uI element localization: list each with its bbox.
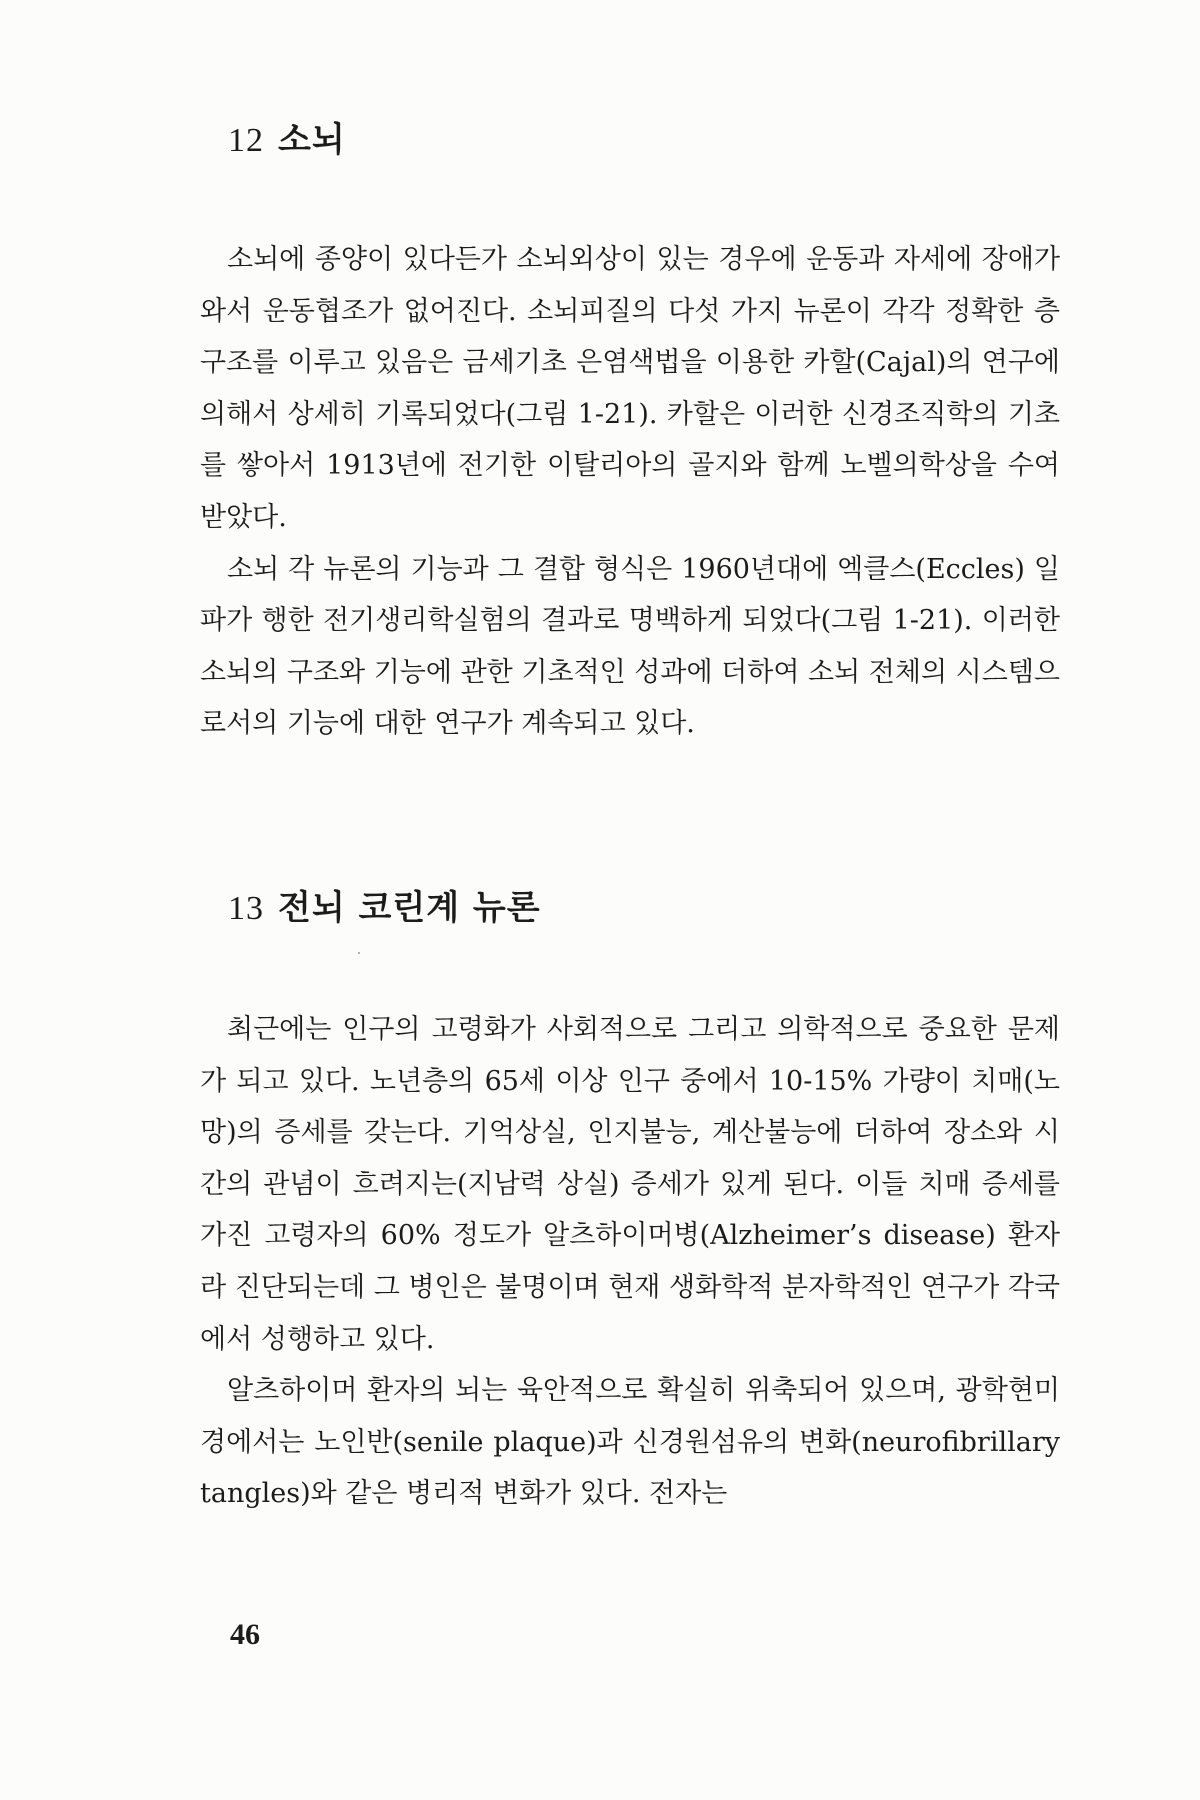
section-12-heading	[228, 112, 346, 161]
section-13-paragraph-2: 알츠하이머 환자의 뇌는 육안적으로 확실히 위축되어 있으며, 광학현미경에서는 노인반(senile plaque)과 신경원섬유의 변화(neurofibrillary tangles)와 같은 병리적 변화가 있다. 전자는	[200, 1375, 1060, 1510]
print-speck	[358, 952, 360, 954]
page-number: 46	[230, 1618, 260, 1651]
section-12-title: 소뇌	[278, 120, 346, 160]
section-12-paragraph-2: 소뇌 각 뉴론의 기능과 그 결합 형식은 1960년대에 엑클스(Eccles) 일파가 행한 전기생리학실험의 결과로 명백하게 되었다(그림 1-21). 이러한 소뇌의 구조와 기능에 관한 기초적인 성과에 더하여 소뇌 전체의 시스템으로서의 기능에 대한 연구가 계속되고 있다.	[200, 553, 1060, 740]
section-12-number: 12	[228, 122, 264, 159]
section-12-body	[200, 234, 1060, 750]
section-13-paragraph-1: 최근에는 인구의 고령화가 사회적으로 그리고 의학적으로 중요한 문제가 되고 있다. 노년층의 65세 이상 인구 중에서 10-15% 가량이 치매(노망)의 증세를 갖는다. 기억상실, 인지불능, 계산불능에 더하여 장소와 시간의 관념이 흐려지는(지남력 상실) 증세가 있게 된다. 이들 치매 증세를 가진 고령자의 60% 정도가 알츠하이머병(Alzheimer’s disease) 환자라 진단되는데 그 병인은 불명이며 현재 생화학적 분자학적인 연구가 각국에서 성행하고 있다.	[200, 1014, 1060, 1355]
section-13-title: 전뇌 코린계 뉴론	[278, 888, 541, 928]
section-12-paragraph-1: 소뇌에 종양이 있다든가 소뇌외상이 있는 경우에 운동과 자세에 장애가 와서 운동협조가 없어진다. 소뇌피질의 다섯 가지 뉴론이 각각 정확한 층 구조를 이루고 있음은 금세기초 은염색법을 이용한 카할(Cajal)의 연구에 의해서 상세히 기록되었다(그림 1-21). 카할은 이러한 신경조직학의 기초를 쌓아서 1913년에 전기한 이탈리아의 골지와 함께 노벨의학상을 수여받았다.	[200, 244, 1060, 533]
section-13-body	[200, 1004, 1060, 1520]
section-13-number: 13	[228, 890, 264, 927]
section-13-heading	[228, 880, 541, 929]
